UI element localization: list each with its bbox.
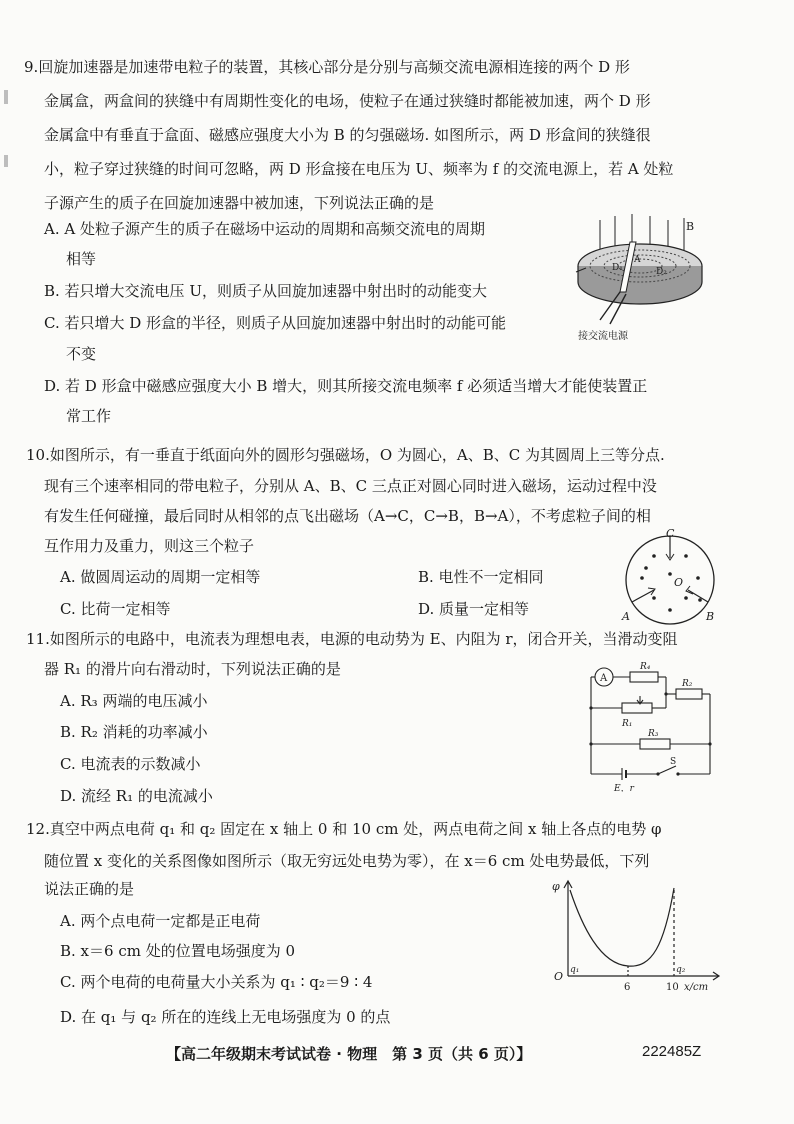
point-b-label: B [706,610,715,623]
x-axis-label: x/cm [684,982,709,993]
q1-label: q₁ [570,965,580,975]
source-label: A [634,255,641,265]
question-number: 11. [26,630,50,648]
option-c-cont: 不变 [66,345,97,363]
option-b: B. 若只增大交流电压 U，则质子从回旋加速器中射出时的动能变大 [44,282,487,300]
question-number: 9. [24,58,39,76]
tick-6: 6 [624,982,631,993]
question-10-line-2: 现有三个速率相同的带电粒子，分别从 A、B、C 三点正对圆心同时进入磁场，运动过程中没 [44,477,657,495]
figure-caption: 接交流电源 [578,331,628,342]
field-label: B [686,220,695,233]
y-axis-label: φ [552,880,560,893]
option-b: B. 电性不一定相同 [418,568,544,586]
point-c-label: C [666,528,675,540]
question-number: 10. [26,446,50,464]
option-d-cont: 常工作 [66,407,112,425]
question-12-line-1: 12.真空中两点电荷 q₁ 和 q₂ 固定在 x 轴上 0 和 10 cm 处，两点电荷之间 x 轴上各点的电势 φ [26,820,662,838]
center-o-label: O [674,576,684,589]
q2-label: q₂ [676,965,686,975]
option-c: C. 两个电荷的电荷量大小关系为 q₁ ∶ q₂＝9 ∶ 4 [60,973,373,991]
question-9-line-4: 小，粒子穿过狭缝的时间可忽略，两 D 形盒接在电压为 U、频率为 f 的交流电源上，若 A 处粒 [44,160,674,178]
d1-label: D₁ [612,263,623,273]
option-c: C. 若只增大 D 形盒的半径，则质子从回旋加速器中射出时的动能可能 [44,314,507,332]
r1-label: R₁ [622,719,633,729]
question-10-line-3: 有发生任何碰撞，最后同时从相邻的点飞出磁场（A→C，C→B，B→A），不考虑粒子间的相 [44,507,651,525]
option-a: A. R₃ 两端的电压减小 [60,692,208,710]
r2-label: R₂ [682,679,693,689]
option-d: D. 质量一定相等 [418,600,530,618]
question-9-line-5: 子源产生的质子在回旋加速器中被加速，下列说法正确的是 [44,194,435,212]
question-10-line-1: 10.如图所示，有一垂直于纸面向外的圆形匀强磁场，O 为圆心，A、B、C 为其圆周上三等分点. [26,446,665,464]
option-b: B. R₂ 消耗的功率减小 [60,723,208,741]
question-9-line-2: 金属盒，两盒间的狭缝中有周期性变化的电场，使粒子在通过狭缝时都能被加速，两个 D 形 [44,92,651,110]
option-b: B. x＝6 cm 处的位置电场强度为 0 [60,942,296,960]
question-11-line-2: 器 R₁ 的滑片向右滑动时，下列说法正确的是 [44,660,341,678]
page-footer: 【高二年级期末考试试卷 · 物理 第 3 页（共 6 页）】 [166,1045,532,1063]
option-a: A. A 处粒子源产生的质子在磁场中运动的周期和高频交流电的周期 [44,220,485,238]
question-9-line-1: 9.回旋加速器是加速带电粒子的装置，其核心部分是分别与高频交流电源相连接的两个 D 形 [24,58,630,76]
d2-label: D₂ [656,267,667,277]
question-12-line-2: 随位置 x 变化的关系图像如图所示（取无穷远处电势为零），在 x＝6 cm 处电势最低，下列 [44,852,650,870]
tick-10: 10 [666,982,679,993]
option-d: D. 在 q₁ 与 q₂ 所在的连线上无电场强度为 0 的点 [60,1008,391,1026]
option-a: A. 做圆周运动的周期一定相等 [60,568,261,586]
r4-label: R₄ [640,662,651,672]
r3-label: R₃ [648,729,659,739]
option-a-cont: 相等 [66,250,97,268]
binding-mark [4,155,8,167]
option-c: C. 电流表的示数减小 [60,755,201,773]
question-9-line-3: 金属盒中有垂直于盒面、磁感应强度大小为 B 的匀强磁场. 如图所示，两 D 形盒间的狭缝很 [44,126,651,144]
magnetic-field-circle-figure [616,528,724,630]
paper-code: 222485Z [642,1043,702,1060]
binding-mark [4,90,8,104]
question-number: 12. [26,820,50,838]
option-d: D. 流经 R₁ 的电流减小 [60,787,213,805]
question-10-line-4: 互作用力及重力，则这三个粒子 [44,537,255,555]
question-12-line-3: 说法正确的是 [44,880,135,898]
origin-label: O [554,970,564,983]
option-d: D. 若 D 形盒中磁感应强度大小 B 增大，则其所接交流电频率 f 必须适当增大才能使装置正 [44,377,648,395]
source-label: E，r [614,784,634,792]
circuit-diagram [586,660,716,792]
cyclotron-figure [560,212,720,348]
question-11-line-1: 11.如图所示的电路中，电流表为理想电表，电源的电动势为 E、内阻为 r，闭合开关，当滑动变阻 [26,630,678,648]
option-c: C. 比荷一定相等 [60,600,171,618]
point-a-label: A [622,610,630,623]
potential-graph [548,876,724,998]
switch-label: S [670,757,677,767]
ammeter-label: A [600,673,608,684]
option-a: A. 两个点电荷一定都是正电荷 [60,912,261,930]
